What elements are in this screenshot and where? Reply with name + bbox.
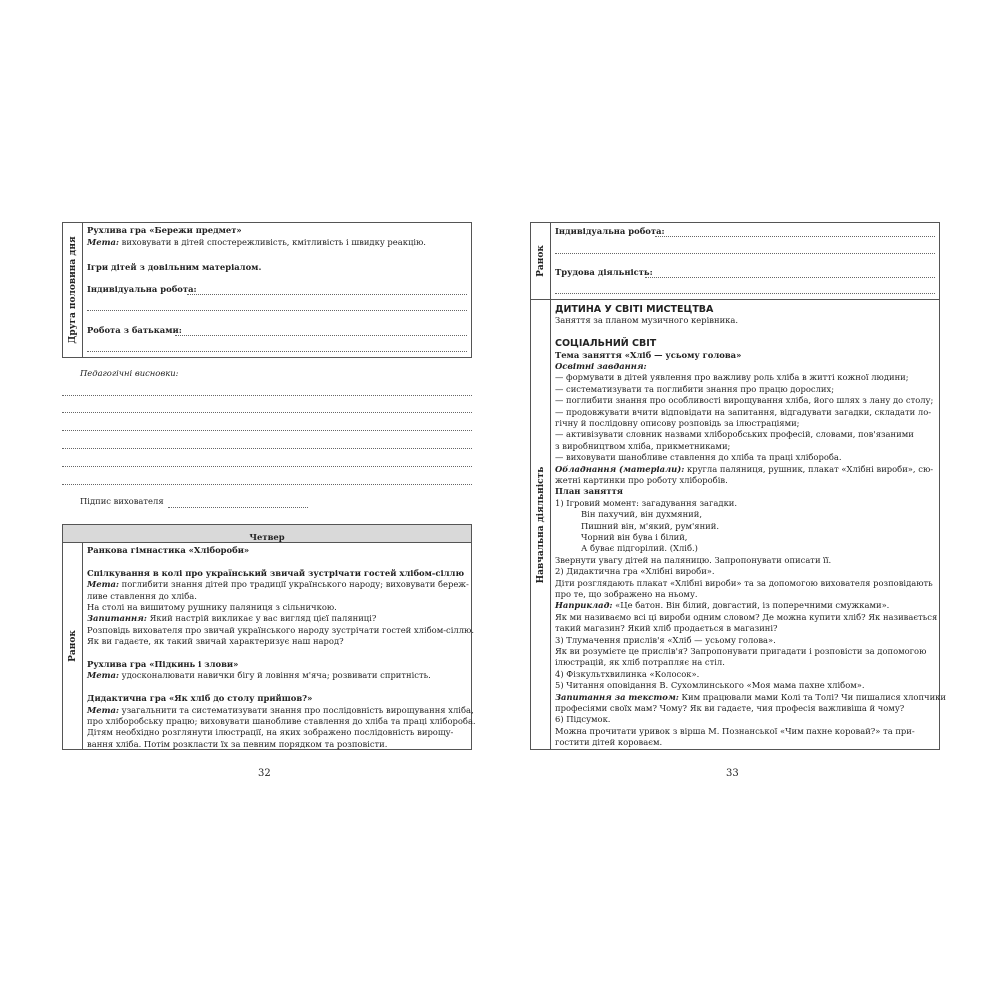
right-learning-content [555, 304, 946, 749]
day-header [63, 525, 471, 543]
right-learning-line: — виховувати шанобливе ставлення до хліба та праці хлібороба. [555, 452, 842, 463]
right-learning-line: Тема заняття «Хліб — усьому голова» [555, 349, 742, 360]
afternoon-individual-line-1[interactable] [187, 294, 467, 295]
right-learning-line: Заняття за планом музичного керівника. [555, 315, 739, 326]
left-afternoon-table [62, 222, 472, 358]
right-labor-line-2[interactable] [555, 293, 935, 294]
afternoon-goal: Мета: виховувати в дітей спостережливість, кмітливість і швидку реакцію. [87, 237, 426, 247]
right-morning-side-label: Ранок [535, 245, 546, 277]
ped-line-2[interactable] [62, 412, 472, 413]
left-morning-line [87, 670, 467, 681]
right-individual-label: Індивідуальна робота: [555, 226, 665, 236]
right-learning-line: — формувати в дітей уявлення про важливу роль хліба в житті кожної людини; [555, 372, 909, 383]
afternoon-individual-label: Індивідуальна робота: [87, 284, 197, 294]
right-learning-table [530, 300, 946, 750]
right-labor-label: Трудова діяльність: [555, 267, 653, 277]
right-learning-line: Чорний він бува і білий, [581, 532, 688, 542]
right-learning-line: професіями своїх мам? Чому? Як ви гадаєте, чия професія важливіша й чому? [555, 703, 905, 713]
afternoon-parents-line-1[interactable] [175, 335, 467, 336]
right-learning-line: 4) Фізкультхвилинка «Колосок». [555, 668, 700, 679]
right-learning-line: — систематизувати та поглибити знання про працю дорослих; [555, 383, 835, 394]
right-learning-line: 3) Тлумачення прислів'я «Хліб — усьому голова». [555, 634, 776, 645]
right-learning-line: ілюстрацій, як хліб потрапляє на стіл. [555, 657, 725, 668]
right-learning-line: Звернути увагу дітей на паляницю. Запропонувати описати її. [555, 554, 832, 565]
right-learning-line-label: Запитання за текстом: [555, 691, 679, 702]
ped-line-5[interactable] [62, 466, 472, 467]
left-morning-line: Розповідь вихователя про звичай українського народу зустрічати гостей хлібом-сіллю. [87, 624, 475, 635]
right-learning-line: Діти розглядають плакат «Хлібні вироби» та за допомогою вихователя розповідають [555, 577, 933, 588]
left-morning-line: На столі на вишитому рушнику паляниця з сільничкою. [87, 602, 337, 612]
right-learning-line [555, 600, 935, 611]
right-learning-line-label: Наприклад: [555, 600, 613, 611]
left-morning-line-label: Запитання: [87, 613, 147, 624]
right-learning-line: Він пахучий, він духмяний, [581, 509, 702, 520]
right-learning-line [555, 691, 946, 703]
left-morning-line: Дидактична гра «Як хліб до столу прийшов?» [87, 693, 313, 704]
right-learning-line [555, 464, 935, 475]
right-individual-line-2[interactable] [555, 253, 935, 254]
right-learning-line: гостити дітей короваєм. [555, 737, 663, 748]
page-number-left: 32 [258, 768, 271, 779]
right-learning-line: 5) Читання оповідання В. Сухомлинського «Моя мама пахне хлібом». [555, 680, 865, 691]
right-learning-line: гічну й послідовну описову розповідь за ілюстраціями; [555, 418, 800, 428]
right-learning-line: — продовжувати вчити відповідати на запитання, відгадувати загадки, складати ло- [555, 406, 932, 417]
right-learning-line: — активізувати словник назвами хліборобських професій, словами, пов'язаними [555, 429, 914, 440]
right-learning-line: А буває підгорілий. (Хліб.) [581, 543, 698, 554]
right-learning-line: 6) Підсумок. [555, 714, 611, 725]
right-learning-line: жетні картинки про роботу хліборобів. [555, 475, 728, 485]
ped-line-4[interactable] [62, 448, 472, 449]
right-individual-line-1[interactable] [655, 236, 935, 237]
ped-line-3[interactable] [62, 430, 472, 431]
signature-label: Підпис вихователя [80, 496, 164, 506]
right-learning-line: — поглибити знання про особливості вирощування хліба, його шлях з лану до столу; [555, 395, 934, 406]
day-header-text: Четвер [249, 532, 285, 542]
left-morning-line-text: удосконалювати навички бігу й ловіння м'яча; розвивати спритність. [118, 670, 431, 681]
right-learning-line: з виробництвом хліба, прикметниками; [555, 440, 731, 451]
right-labor-line-1[interactable] [645, 277, 935, 278]
right-learning-line: такий магазин? Який хліб продається в магазині? [555, 623, 778, 634]
left-morning-line-text: Який настрій викликає у вас вигляд цієї паляниці? [146, 613, 377, 624]
left-morning-line [87, 613, 467, 624]
right-morning-table [530, 222, 940, 300]
right-learning-line: ДИТИНА У СВІТІ МИСТЕЦТВА [555, 304, 714, 315]
left-morning-line [87, 704, 474, 716]
right-learning-line: 2) Дидактична гра «Хлібні вироби». [555, 566, 715, 577]
right-learning-side-label: Навчальна діяльність [535, 466, 546, 583]
left-morning-content [87, 545, 476, 749]
left-morning-line-text: поглибити знання дітей про традиції українського народу; виховувати береж- [118, 579, 469, 590]
right-learning-line-text: Ким працювали мами Колі та Толі? Чи пишалися хлопчики [678, 691, 946, 702]
ped-line-1[interactable] [62, 395, 472, 396]
right-learning-line: СОЦІАЛЬНИЙ СВІТ [555, 338, 657, 350]
left-thursday-table [62, 524, 476, 750]
signature-line[interactable] [168, 507, 308, 508]
right-learning-line-text: кругла паляниця, рушник, плакат «Хлібні вироби», сю- [684, 463, 934, 474]
left-morning-line [87, 579, 467, 590]
afternoon-parents-label: Робота з батьками: [87, 325, 182, 335]
left-morning-line: ливе ставлення до хліба. [87, 590, 197, 601]
left-morning-line-label: Мета: [87, 670, 119, 681]
left-morning-side-cell [63, 542, 83, 749]
left-morning-line: Рухлива гра «Підкинь і злови» [87, 659, 239, 669]
left-morning-line: Як ви гадаєте, як такий звичай характеризує наш народ? [87, 636, 344, 647]
right-learning-line: Як ви розумієте це прислів'я? Запропонувати пригадати і розповісти за допомогою [555, 646, 927, 656]
left-morning-side-label: Ранок [67, 629, 78, 662]
ped-line-6[interactable] [62, 484, 472, 485]
left-afternoon-side-cell [63, 223, 83, 357]
right-learning-line: Як ми називаємо всі ці вироби одним словом? Де можна купити хліб? Як називається [555, 611, 938, 622]
ped-conclusions-label: Педагогічні висновки: [80, 368, 179, 378]
left-morning-line-label: Мета: [87, 704, 119, 715]
afternoon-individual-line-2[interactable] [87, 310, 467, 311]
right-morning-side-cell [531, 223, 551, 299]
right-learning-line: Можна прочитати уривок з вірша М. Познанської «Чим пахне коровай?» та при- [555, 725, 915, 736]
right-learning-line: 1) Ігровий момент: загадування загадки. [555, 497, 738, 508]
afternoon-games: Ігри дітей з довільним матеріалом. [87, 262, 262, 272]
left-afternoon-side-label: Друга половина дня [67, 236, 78, 344]
left-morning-line-label: Мета: [87, 579, 119, 590]
right-learning-line-label: Обладнання (матеріали): [555, 463, 685, 474]
right-learning-line: Пишний він, м'який, рум'яний. [581, 520, 719, 531]
left-morning-line: про хліборобську працю; виховувати шанобливе ставлення до хліба та праці хлібороба. [87, 716, 476, 726]
right-learning-line: Освітні завдання: [555, 361, 647, 371]
right-learning-side-cell [531, 300, 551, 749]
left-morning-line: Ранкова гімнастика «Хлібороби» [87, 545, 250, 555]
page-number-right: 33 [726, 768, 739, 779]
right-learning-line: План заняття [555, 486, 623, 497]
right-learning-line: про те, що зображено на ньому. [555, 589, 698, 599]
left-morning-line: Дітям необхідно розглянути ілюстрації, на яких зображено послідовність вирощу- [87, 727, 454, 738]
afternoon-game-title: Рухлива гра «Бережи предмет» [87, 225, 242, 235]
left-morning-line: Спілкування в колі про український звичай зустрічати гостей хлібом-сіллю [87, 567, 465, 578]
right-learning-line-text: «Це батон. Він білий, довгастий, із поперечними смужками». [612, 600, 890, 611]
afternoon-parents-line-2[interactable] [87, 351, 467, 352]
left-morning-line: вання хліба. Потім розкласти їх за певним порядком та розповісти. [87, 738, 388, 749]
left-morning-line-text: узагальнити та систематизувати знання про послідовність вирощування хліба, [118, 704, 474, 715]
